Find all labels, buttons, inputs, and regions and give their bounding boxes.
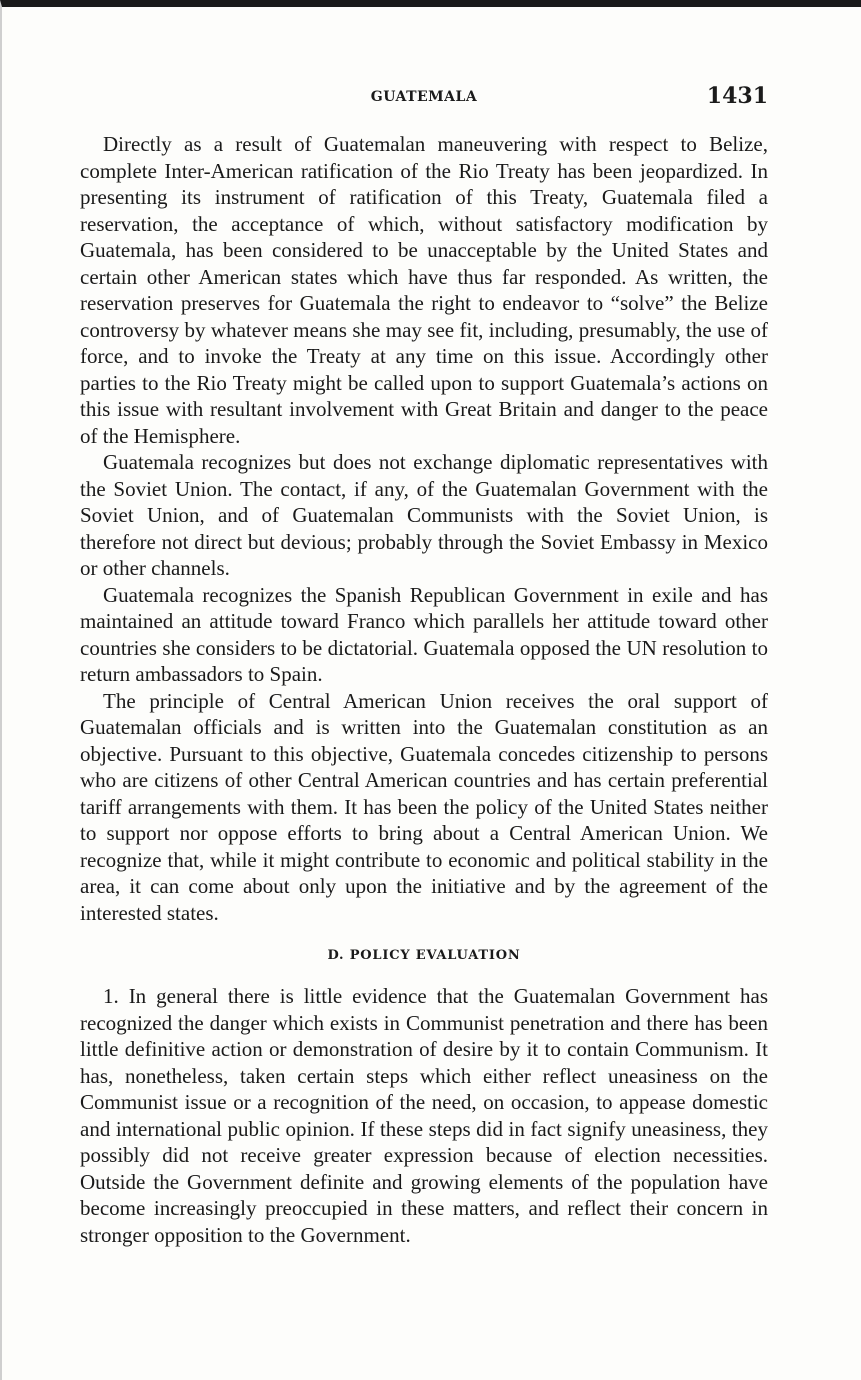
section-heading: D. POLICY EVALUATION bbox=[327, 948, 521, 963]
paragraph-soviet-union: Guatemala recognizes but does not exchange diplomatic representatives with the Soviet Union. The contact, if any, of the Guatemalan Government with the Soviet Union, and of Guatemalan Communists with the Soviet Union, is therefore not direct but devious; probably through the Soviet Embassy in Mexico or other channels. bbox=[80, 450, 768, 580]
body-text bbox=[80, 131, 768, 1248]
page-header bbox=[80, 85, 768, 115]
paragraph-policy-evaluation-1: 1. In general there is little evidence that the Guatemalan Government has recognized the danger which exists in Communist penetration and there has been little definitive action or demonstration of desire by it to contain Communism. It has, nonetheless, taken certain steps which either reflect uneasiness on the Communist issue or a recognition of the need, on occasion, to appease domestic and international public opinion. If these steps did in fact signify uneasiness, they possibly did not receive greater expression because of election necessities. Outside the Government definite and growing elements of the population have become increasingly preoccupied in these matters, and reflect their concern in stronger opposition to the Government. bbox=[80, 984, 768, 1247]
paragraph-central-american-union: The principle of Central American Union receives the oral support of Guatemalan officials and is written into the Guatemalan constitution as an objective. Pursuant to this objective, Guatemala concedes citizenship to persons who are citizens of other Central American countries and has certain preferential tariff arrangements with them. It has been the policy of the United States neither to support nor oppose efforts to bring about a Central American Union. We recognize that, while it might contribute to economic and political stability in the area, it can come about only upon the initiative and by the agreement of the interested states. bbox=[80, 688, 768, 925]
page-number: 1431 bbox=[706, 83, 768, 109]
running-head: GUATEMALA bbox=[370, 89, 478, 105]
paragraph-spanish-republic: Guatemala recognizes the Spanish Republican Government in exile and has maintained an attitude toward Franco which parallels her attitude toward other countries she considers to be dictatorial. Guatemala opposed the UN resolution to return ambassadors to Spain. bbox=[80, 582, 768, 686]
paragraph-belize-rio-treaty: Directly as a result of Guatemalan maneuvering with respect to Belize, complete Inter-American ratification of the Rio Treaty has been jeopardized. In presenting its instrument of ratification of this Treaty, Guatemala filed a reservation, the acceptance of which, without satisfactory modification by Guatemala, has been considered to be unacceptable by the United States and certain other American states which have thus far responded. As written, the reservation preserves for Guatemala the right to endeavor to “solve” the Belize controversy by whatever means she may see fit, including, presumably, the use of force, and to invoke the Treaty at any time on this issue. Accordingly other parties to the Rio Treaty might be called upon to support Guatemala’s actions on this issue with resultant involvement with Great Britain and danger to the peace of the Hemisphere. bbox=[80, 132, 768, 448]
